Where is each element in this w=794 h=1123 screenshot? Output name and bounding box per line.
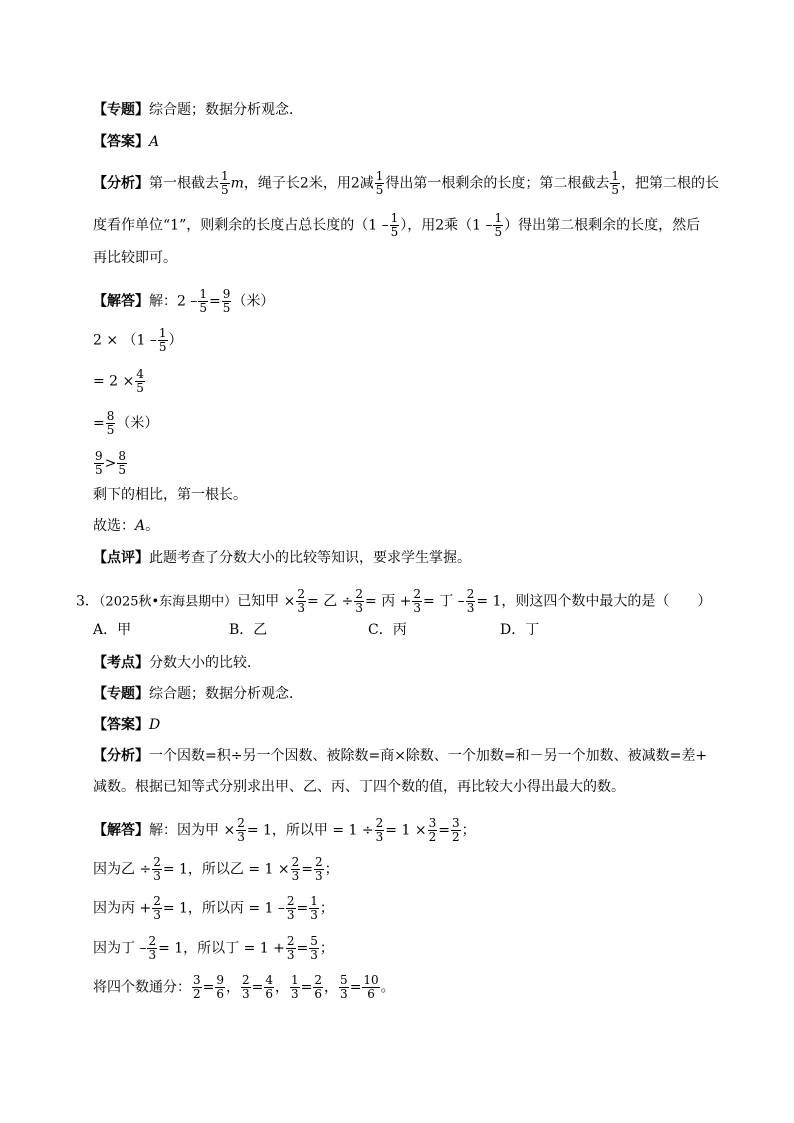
- comment-text: 此题考查了分数大小的比较等知识，要求学生掌握。: [149, 550, 471, 566]
- fraction: $\frac{1}{5}$: [375, 169, 384, 197]
- option-b: B．乙: [229, 622, 268, 638]
- topic-text: 综合题；数据分析观念．: [149, 686, 303, 702]
- comment-tag: 【点评】: [93, 550, 149, 566]
- solution-line-2: [93, 327, 183, 354]
- analysis-line-2: [93, 212, 700, 239]
- answer-text: A: [149, 134, 160, 150]
- analysis-text: 第一根截去: [149, 175, 219, 192]
- answer-tag: 【答案】: [93, 717, 149, 733]
- solution-line-4: [93, 410, 158, 437]
- solution-text: 解：因为甲 ×: [149, 822, 236, 839]
- fraction: $\frac{2}{3}$: [315, 855, 323, 883]
- analysis-text: 再比较即可。: [93, 250, 177, 266]
- solution-line-1: [93, 817, 476, 844]
- option-c: C．丙: [368, 622, 407, 638]
- fraction: $\frac{2}{3}$: [355, 587, 364, 615]
- solution-text: = 1，所以甲 = 1 ÷: [246, 822, 374, 839]
- analysis-text: ，绳子长2米，用2减: [243, 175, 374, 192]
- solution-text: = 1，所以丁 = 1 +: [158, 940, 285, 957]
- solution-text: 因为乙 ÷: [93, 861, 152, 878]
- fraction: $\frac{1}{5}$: [494, 211, 503, 239]
- equals-sign: =: [438, 822, 450, 839]
- separator: ，: [324, 979, 339, 996]
- question-text: 已知甲 ×: [237, 593, 296, 610]
- fraction: $\frac{2}{3}$: [242, 973, 250, 1001]
- fraction: $\frac{3}{2}$: [428, 816, 437, 844]
- fraction: $\frac{10}{6}$: [363, 973, 379, 1001]
- fraction: $\frac{1}{5}$: [158, 326, 167, 354]
- topic-tag: 【专题】: [93, 686, 149, 702]
- fraction: $\frac{4}{6}$: [265, 973, 274, 1001]
- fraction: $\frac{1}{3}$: [291, 973, 299, 1001]
- question-text: = 丁 –: [423, 593, 465, 610]
- fraction: $\frac{1}{5}$: [390, 211, 399, 239]
- fraction: $\frac{3}{2}$: [451, 816, 460, 844]
- answer-text: D: [149, 717, 161, 733]
- fraction: $\frac{4}{5}$: [136, 367, 144, 395]
- solution-text: 解：2 –: [149, 293, 198, 310]
- unit-text: （米）: [232, 293, 275, 310]
- analysis-text: 度看作单位“1”，则剩余的长度占总长度的（1 –: [93, 217, 389, 234]
- solution-text: ；: [319, 900, 334, 917]
- greater-sign: >: [104, 455, 117, 472]
- fraction: $\frac{2}{6}$: [314, 973, 323, 1001]
- fraction: $\frac{2}{3}$: [153, 894, 161, 922]
- analysis-line-1: [93, 170, 719, 197]
- solution-line-1: [93, 288, 274, 315]
- fraction: $\frac{5}{3}$: [340, 973, 348, 1001]
- unit-text: （米）: [116, 415, 159, 432]
- solution-line-3: [93, 895, 334, 922]
- choose-text: 。: [145, 518, 160, 534]
- fraction: $\frac{2}{3}$: [413, 587, 422, 615]
- topic-line: [93, 686, 303, 702]
- solution-text: 2 × （1 –: [93, 332, 157, 349]
- fraction: $\frac{2}{3}$: [375, 816, 384, 844]
- fraction: $\frac{8}{5}$: [118, 449, 127, 477]
- unit-text: m: [230, 175, 244, 192]
- topic-line: [93, 102, 303, 118]
- solution-text: ；: [461, 822, 476, 839]
- solution-text: 因为丁 –: [93, 940, 147, 957]
- analysis-line-2: [93, 779, 625, 795]
- question-number: 3．: [76, 593, 99, 610]
- fraction: $\frac{2}{3}$: [153, 855, 161, 883]
- choose-answer: A: [135, 518, 146, 534]
- equals-sign: =: [209, 293, 221, 310]
- solution-text: ；: [319, 940, 334, 957]
- topic-text: 综合题；数据分析观念．: [149, 102, 303, 118]
- solution-tag: 【解答】: [93, 822, 149, 839]
- solution-text: =: [93, 415, 105, 432]
- fraction: $\frac{8}{5}$: [106, 409, 115, 437]
- answer-line: [93, 717, 160, 733]
- analysis-text: ）得出第二根剩余的长度，然后: [504, 217, 701, 234]
- equals-sign: =: [300, 979, 313, 996]
- point-line: [93, 655, 261, 671]
- solution-line-5: [93, 450, 128, 477]
- solution-text: 。: [380, 979, 395, 996]
- equals-sign: =: [296, 900, 309, 917]
- fraction: $\frac{9}{5}$: [95, 449, 103, 477]
- equals-sign: =: [349, 979, 362, 996]
- answer-line: [93, 134, 159, 150]
- analysis-text: ），用2乘（1 –: [400, 217, 493, 234]
- fraction: $\frac{9}{5}$: [222, 287, 231, 315]
- choose-line: [93, 518, 159, 534]
- solution-text: ）: [168, 332, 183, 349]
- analysis-text: 一个因数=积÷另一个因数、被除数=商×除数、一个加数=和－另一个加数、被减数=差+: [149, 748, 708, 764]
- point-tag: 【考点】: [93, 655, 149, 671]
- solution-line-5: [93, 974, 395, 1001]
- question-3-stem: [76, 588, 711, 615]
- fraction: $\frac{2}{3}$: [148, 934, 157, 962]
- separator: ，: [275, 979, 290, 996]
- fraction: $\frac{2}{3}$: [466, 587, 475, 615]
- question-text: = 1，则这四个数中最大的是（ ）: [476, 593, 712, 610]
- solution-line-4: [93, 935, 334, 962]
- analysis-line-3: [93, 250, 177, 266]
- equals-sign: =: [301, 861, 314, 878]
- solution-line-6: [93, 487, 247, 503]
- fraction: $\frac{2}{3}$: [286, 894, 295, 922]
- comment-line: [93, 550, 471, 566]
- analysis-text: ，把第二根的长: [621, 175, 720, 192]
- question-text: = 乙 ÷: [307, 593, 354, 610]
- solution-tag: 【解答】: [93, 293, 149, 310]
- solution-text: 因为丙 +: [93, 900, 152, 917]
- solution-line-3: [93, 368, 146, 395]
- solution-text: = 2 ×: [93, 373, 135, 390]
- fraction: $\frac{2}{3}$: [237, 816, 245, 844]
- equals-sign: =: [296, 940, 309, 957]
- solution-text: 剩下的相比，第一根长。: [93, 487, 247, 503]
- fraction: $\frac{2}{3}$: [286, 934, 295, 962]
- analysis-text: 得出第一根剩余的长度；第二根截去: [385, 175, 610, 192]
- fraction: $\frac{5}{3}$: [310, 934, 318, 962]
- fraction: $\frac{1}{5}$: [199, 287, 207, 315]
- equals-sign: =: [251, 979, 264, 996]
- solution-text: = 1，所以乙 = 1 ×: [162, 861, 290, 878]
- fraction: $\frac{3}{2}$: [193, 973, 201, 1001]
- fraction: $\frac{2}{3}$: [297, 587, 306, 615]
- choose-text: 故选：: [93, 518, 135, 534]
- fraction: $\frac{1}{5}$: [611, 169, 620, 197]
- solution-text: ；: [324, 861, 339, 878]
- option-a: A．甲: [93, 622, 132, 638]
- solution-text: = 1 ×: [385, 822, 427, 839]
- topic-tag: 【专题】: [93, 102, 149, 118]
- fraction: $\frac{1}{3}$: [310, 894, 318, 922]
- analysis-text: 减数。根据已知等式分别求出甲、乙、丙、丁四个数的值，再比较大小得出最大的数。: [93, 779, 625, 795]
- separator: ，: [226, 979, 241, 996]
- analysis-line-1: [93, 748, 707, 764]
- answer-tag: 【答案】: [93, 134, 149, 150]
- question-source: （2025秋•东海县期中）: [98, 594, 238, 610]
- analysis-tag: 【分析】: [93, 748, 149, 764]
- fraction: $\frac{2}{3}$: [291, 855, 300, 883]
- question-text: = 丙 +: [365, 593, 412, 610]
- solution-text: 将四个数通分：: [93, 979, 191, 996]
- fraction: $\frac{1}{5}$: [221, 169, 229, 197]
- analysis-tag: 【分析】: [93, 175, 149, 192]
- option-d: D．丁: [500, 622, 540, 638]
- fraction: $\frac{9}{6}$: [216, 973, 225, 1001]
- point-text: 分数大小的比较．: [149, 655, 261, 671]
- solution-text: = 1，所以丙 = 1 –: [162, 900, 285, 917]
- equals-sign: =: [202, 979, 215, 996]
- solution-line-2: [93, 856, 339, 883]
